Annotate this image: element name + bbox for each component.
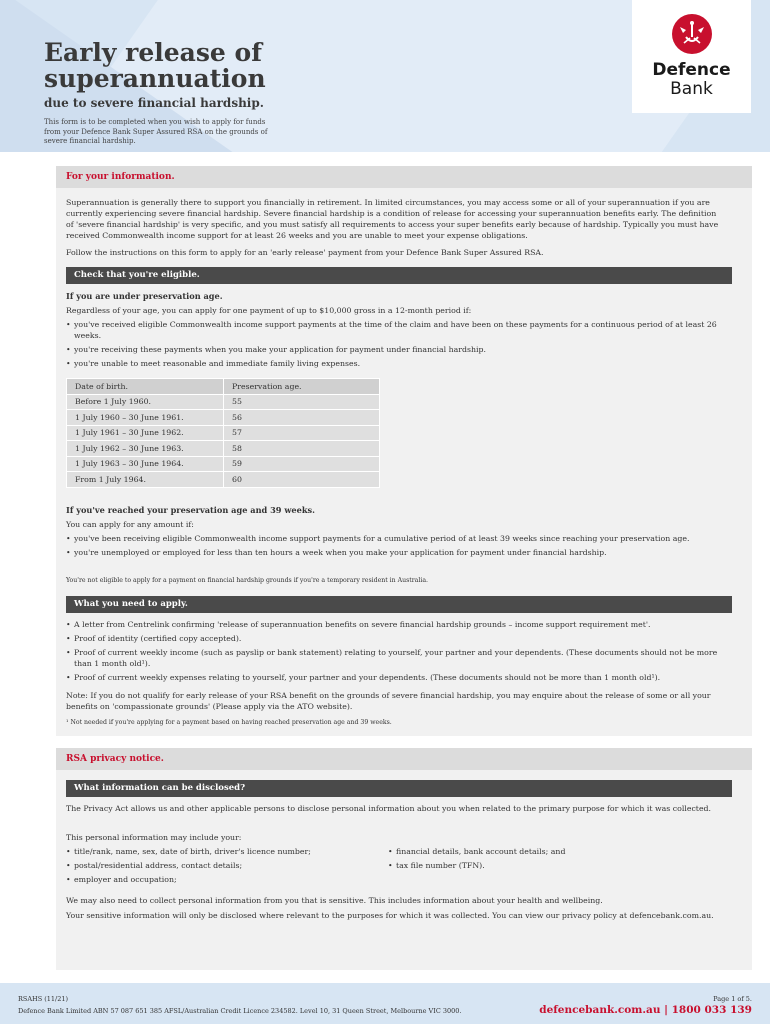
table-header-cell: Date of birth. xyxy=(67,379,224,395)
contact-details: defencebank.com.au | 1800 033 139 xyxy=(539,1004,752,1016)
list-item: • Proof of current weekly expenses relating to yourself, your partner and your dependents. (These documents should not be more than 1 month old¹). xyxy=(66,672,726,683)
table-cell: 60 xyxy=(224,472,380,488)
under-preservation-intro: Regardless of your age, you can apply for one payment of up to $10,000 gross in a 12-month period if: xyxy=(66,306,472,315)
info-paragraph: Superannuation is generally there to support you financially in retirement. In limited circumstances, you may access some or all of your superannuation if you are currently experiencing severe financial hardship. Severe financial hardship is a condition of release for accessing your superannuation benefits early. The definition of 'severe financial hardship' is very specific, and you must satisfy all requirements to access your super benefits early because of hardship. Typically you must have received Commonwealth income support for at least 26 weeks and you are unable to meet your expense obligations. xyxy=(66,198,719,240)
eligibility-bar-label: Check that you're eligible. xyxy=(74,270,200,280)
logo-word-bank: Bank xyxy=(670,79,713,99)
apply-requirements-bar xyxy=(66,596,732,613)
title-line-1: Early release of xyxy=(44,38,262,67)
list-item: • you've been receiving eligible Commonwealth income support payments for a cumulative period of at least 39 weeks since reaching your preservation age. xyxy=(66,533,726,544)
under-preservation-list xyxy=(66,319,726,369)
reached-preservation-heading: If you've reached your preservation age and 39 weeks. xyxy=(66,505,315,515)
table-cell: From 1 July 1964. xyxy=(67,472,224,488)
list-item: • employer and occupation; xyxy=(66,874,386,886)
table-cell: 1 July 1962 – 30 June 1963. xyxy=(67,441,224,457)
personal-info-intro: This personal information may include your: xyxy=(66,833,242,842)
defence-bank-logo xyxy=(632,0,751,113)
table-row xyxy=(67,394,380,410)
apply-requirements-list xyxy=(66,619,726,683)
table-header-cell: Preservation age. xyxy=(224,379,380,395)
intro-text: This form is to be completed when you wish to apply for funds from your Defence Bank Super Assured RSA on the grounds of severe financial hardship. xyxy=(44,118,268,145)
list-item: • you're unemployed or employed for less than ten hours a week when you make your application for payment under financial hardship. xyxy=(66,547,726,558)
company-details: Defence Bank Limited ABN 57 087 651 385 AFSL/Australian Credit Licence 234582. Level 10, 31 Queen Street, Melbourne VIC 3000. xyxy=(18,1007,462,1015)
table-cell: 59 xyxy=(224,456,380,472)
disclosure-bar-label: What information can be disclosed? xyxy=(74,783,246,793)
table-cell: 58 xyxy=(224,441,380,457)
list-item: • Proof of identity (certified copy accepted). xyxy=(66,633,726,644)
footnote: ¹ Not needed if you're applying for a payment based on having reached preservation age and 39 weeks. xyxy=(66,719,392,726)
privacy-heading: RSA privacy notice. xyxy=(66,754,164,764)
table-row xyxy=(67,472,380,488)
sensitive-info-paragraph: We may also need to collect personal information from you that is sensitive. This includes information about your health and wellbeing. xyxy=(66,896,603,905)
table-cell: Before 1 July 1960. xyxy=(67,394,224,410)
list-item: • Proof of current weekly income (such as payslip or bank statement) relating to yourself, your partner and your dependents. (These documents should not be more than 1 month old¹). xyxy=(66,647,726,669)
info-heading-bar xyxy=(56,166,752,188)
list-item: • you're unable to meet reasonable and immediate family living expenses. xyxy=(66,358,726,369)
disclosure-bar xyxy=(66,780,732,797)
document-subtitle: due to severe financial hardship. xyxy=(44,96,264,110)
reached-preservation-intro: You can apply for any amount if: xyxy=(66,520,194,529)
info-heading: For your information. xyxy=(66,172,175,182)
table-cell: 56 xyxy=(224,410,380,426)
list-item: • you're receiving these payments when you make your application for payment under financial hardship. xyxy=(66,344,726,355)
table-cell: 1 July 1960 – 30 June 1961. xyxy=(67,410,224,426)
table-header-row xyxy=(67,379,380,395)
table-cell: 55 xyxy=(224,394,380,410)
table-row xyxy=(67,441,380,457)
list-item: • title/rank, name, sex, date of birth, driver's licence number; xyxy=(66,846,386,858)
info-instructions: Follow the instructions on this form to apply for an 'early release' payment from your Defence Bank Super Assured RSA. xyxy=(66,248,544,257)
page-number: Page 1 of 5. xyxy=(713,995,752,1003)
table-cell: 1 July 1961 – 30 June 1962. xyxy=(67,425,224,441)
temporary-resident-note: You're not eligible to apply for a payment on financial hardship grounds if you're a temporary resident in Australia. xyxy=(66,577,428,584)
list-item: • financial details, bank account details; and xyxy=(388,846,718,858)
table-row xyxy=(67,456,380,472)
table-row xyxy=(67,410,380,426)
table-row xyxy=(67,425,380,441)
privacy-paragraph: The Privacy Act allows us and other applicable persons to disclose personal information about you when related to the primary purpose for which it was collected. xyxy=(66,804,712,813)
page-footer xyxy=(0,983,770,1024)
form-code: RSAHS (11/21) xyxy=(18,995,69,1003)
personal-info-columns xyxy=(66,846,726,886)
sensitive-info-disclosure: Your sensitive information will only be disclosed where relevant to the purposes for which it was collected. You can view our privacy policy at defencebank.com.au. xyxy=(66,911,714,920)
title-line-2: superannuation xyxy=(44,64,266,93)
personal-info-list-left xyxy=(66,846,386,886)
apply-requirements-bar-label: What you need to apply. xyxy=(74,599,188,609)
document-title xyxy=(44,40,266,92)
reached-preservation-list xyxy=(66,533,726,558)
list-item: • A letter from Centrelink confirming 'release of superannuation benefits on severe financial hardship grounds – income support requirement met'. xyxy=(66,619,726,630)
table-cell: 1 July 1963 – 30 June 1964. xyxy=(67,456,224,472)
personal-info-list-right xyxy=(388,846,718,872)
under-preservation-heading: If you are under preservation age. xyxy=(66,291,223,301)
logo-word-defence: Defence xyxy=(652,60,731,80)
list-item: • postal/residential address, contact details; xyxy=(66,860,386,872)
compassionate-grounds-note: Note: If you do not qualify for early release of your RSA benefit on the grounds of severe financial hardship, you may enquire about the release of some or all your benefits on 'compassionate grounds' (Please apply via the ATO website). xyxy=(66,691,711,711)
defence-bank-crest-icon xyxy=(672,14,712,54)
list-item: • you've received eligible Commonwealth income support payments at the time of the claim and have been on these payments for a continuous period of at least 26 weeks. xyxy=(66,319,726,341)
preservation-age-table xyxy=(66,378,380,488)
eligibility-bar xyxy=(66,267,732,284)
table-cell: 57 xyxy=(224,425,380,441)
list-item: • tax file number (TFN). xyxy=(388,860,718,872)
privacy-heading-bar xyxy=(56,748,752,770)
